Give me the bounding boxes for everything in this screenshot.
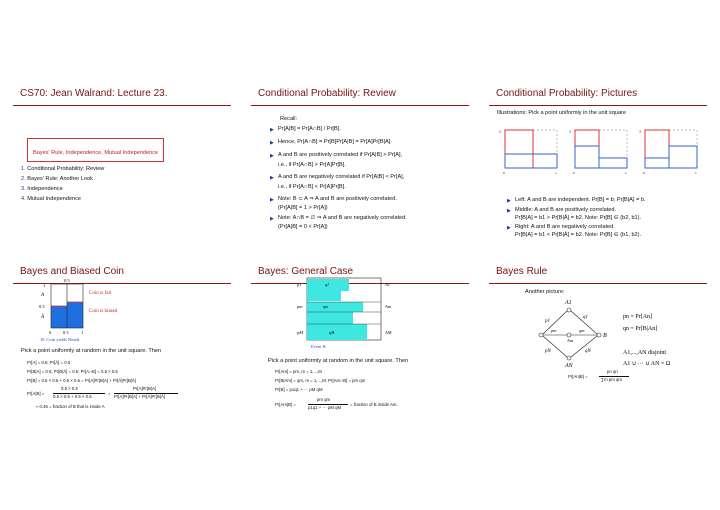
general-eq-4-den: p1q1 + ··· pM qM bbox=[308, 405, 342, 410]
picture-right-note: Right: A and B are negatively correlated. bbox=[515, 224, 615, 230]
picture-right-note-2: Pr[B|A] = b1 < Pr[B|Ā] = b2. Note: Pr[B] ∈ (b1, b2). bbox=[515, 232, 642, 238]
outline-number: 4. bbox=[21, 196, 26, 202]
subtitle-text: Bayes' Rule, Independence, Mutual Independence bbox=[33, 150, 159, 156]
tick-label: 0 bbox=[643, 171, 645, 175]
edge-label: qm bbox=[579, 328, 585, 333]
axis-label: 1 bbox=[639, 129, 641, 134]
general-eq-1: Pr[Am] = pm, m = 1,...,M bbox=[275, 369, 322, 374]
a-label: AM bbox=[385, 330, 392, 335]
general-eq-4-right: = fraction of B inside Am. bbox=[350, 402, 398, 407]
slide-title: Conditional Probability: Review bbox=[258, 88, 396, 99]
outline-item: Mutual Independence bbox=[27, 196, 82, 202]
q-label: q1 bbox=[325, 282, 329, 287]
y-tick: 0.5 bbox=[39, 304, 45, 309]
coin-eq-4-left: Pr[A|B] = bbox=[27, 391, 45, 396]
axis-label: 1 bbox=[569, 129, 571, 134]
edge-label: p1 bbox=[545, 319, 550, 324]
slide-title-bar bbox=[489, 262, 707, 284]
note-disjoint-2: (Pr[A|B] = 0 < Pr[A]) bbox=[278, 224, 328, 230]
edge-label: qN bbox=[585, 349, 591, 354]
picture-middle-note: Middle: A and B are positively correlated. bbox=[515, 207, 617, 213]
y-tick: 1 bbox=[43, 283, 46, 288]
slide-title: CS70: Jean Walrand: Lecture 23. bbox=[20, 88, 168, 99]
coin-intro: Pick a point uniformly at random in the unit square. Then bbox=[21, 348, 162, 354]
positive-def-2: i.e., if Pr[A∩B] > Pr[A]Pr[B]. bbox=[278, 162, 346, 168]
coin-eq-1: Pr[A] = 0.5; Pr[Ā] = 0.5 bbox=[27, 360, 71, 365]
a-label: A1 bbox=[385, 282, 390, 287]
bayes-tree-figure bbox=[529, 294, 705, 368]
slide-bayes-general bbox=[251, 262, 469, 426]
picture-left-note: Left: A and B are independent. Pr[B] = b; Pr[B|A] = b. bbox=[515, 197, 646, 203]
pictures-intro: Illustrations: Pick a point uniformly in the unit square bbox=[497, 110, 627, 116]
slide-title: Bayes and Biased Coin bbox=[20, 266, 124, 277]
bullet-icon: ▶ bbox=[507, 198, 511, 204]
bullet-icon: ▶ bbox=[270, 216, 274, 222]
coin-eq-4-den2: Pr[A]Pr[B|A] + Pr[Ā]Pr[B|Ā] bbox=[114, 394, 166, 399]
unit-square-pictures bbox=[495, 126, 705, 176]
q-label: qm bbox=[323, 304, 328, 309]
slide-title-bar bbox=[251, 84, 469, 106]
bullet-icon: ▶ bbox=[270, 140, 274, 146]
edge-label: pm bbox=[551, 328, 557, 333]
general-eq-3: Pr[B] = p1q1 + ··· pM qM bbox=[275, 387, 323, 392]
bullet-icon: ▶ bbox=[507, 225, 511, 231]
slide-title: Bayes Rule bbox=[496, 266, 548, 277]
node-label: B bbox=[603, 333, 607, 339]
tick-label: 1 bbox=[625, 171, 627, 175]
p-label: p1 bbox=[297, 282, 302, 287]
x-tick: 1 bbox=[81, 330, 84, 335]
q-label: qM bbox=[329, 330, 335, 335]
note-subset: Note: B ⊂ A ⇒ A and B are positively correlated. bbox=[278, 196, 397, 202]
positive-def: A and B are positively correlated if Pr[A|B] > Pr[A], bbox=[278, 152, 403, 158]
a-label: Am bbox=[385, 304, 391, 309]
edge-label: pN bbox=[545, 349, 551, 354]
fair-label: Coin is fair bbox=[89, 291, 112, 296]
general-eq-4-left: Pr[Am|B] = bbox=[275, 402, 296, 407]
general-case-figure bbox=[289, 276, 409, 352]
biased-label: Coin is biased bbox=[89, 309, 118, 314]
negative-def: A and B are negatively correlated if Pr[A|B] < Pr[A], bbox=[278, 174, 405, 180]
bullet-icon: ▶ bbox=[507, 208, 511, 214]
negative-def-2: i.e., if Pr[A∩B] < Pr[A]Pr[B]. bbox=[278, 184, 346, 190]
x-tick: 0 bbox=[49, 330, 52, 335]
coin-eq-3: Pr[B] = 0.5 × 0.5 + 0.5 × 0.6 = Pr[A]Pr[B|A] + Pr[Ā]Pr[B|Ā] bbox=[27, 378, 136, 383]
note-subset-2: (Pr[A|B] = 1 > Pr[A]) bbox=[278, 205, 328, 211]
event-b-label: Event B bbox=[311, 344, 326, 349]
equals-sign: = bbox=[108, 391, 111, 396]
note-disjoint: Note: A∩B = ∅ ⇒ A and B are negatively correlated. bbox=[278, 215, 407, 221]
definition-text: qn = Pr[B|An] bbox=[623, 326, 658, 332]
slide-title: Conditional Probability: Pictures bbox=[496, 88, 638, 99]
region-label: Ā bbox=[41, 315, 45, 320]
node-label: A1 bbox=[565, 300, 572, 306]
slide-bayes-rule bbox=[489, 262, 707, 426]
node-label: AN bbox=[565, 363, 573, 368]
biased-coin-figure bbox=[31, 276, 141, 344]
coin-eq-4-num: 0.5 × 0.5 bbox=[61, 386, 78, 391]
eq-conditional: Pr[A|B] = Pr[A∩B] / Pr[B]. bbox=[278, 126, 341, 132]
definition-text: pn = Pr[An] bbox=[623, 314, 653, 320]
general-eq-4-num: pm qm bbox=[317, 397, 331, 402]
region-label: A bbox=[41, 293, 45, 298]
coin-eq-4-den: 0.5 × 0.5 + 0.5 × 0.6 bbox=[53, 394, 92, 399]
coin-eq-2: Pr[B|A] = 0.5; Pr[B|Ā] = 0.6; Pr[A∩B] = 0.5 × 0.5 bbox=[27, 369, 118, 374]
outline-number: 3. bbox=[21, 186, 26, 192]
slide-bayes-biased-coin bbox=[13, 262, 231, 426]
p-label: pM bbox=[297, 330, 303, 335]
p-label: pm bbox=[297, 304, 303, 309]
subtitle-box bbox=[27, 138, 164, 162]
slide-title-bar bbox=[13, 84, 231, 106]
slide-conditional-review bbox=[251, 84, 469, 248]
event-b-label: B: Coin yields Heads bbox=[41, 337, 80, 342]
bayes-formula-num: pn qn bbox=[607, 369, 618, 374]
node-label: Am bbox=[567, 338, 573, 343]
coin-eq-5: ≈ 0.46 = fraction of B that is inside A bbox=[36, 404, 105, 409]
slide-conditional-pictures bbox=[489, 84, 707, 248]
slide-title-bar bbox=[489, 84, 707, 106]
outline-item: Bayes' Rule: Another Look bbox=[27, 176, 93, 182]
tick-label: 1 bbox=[555, 171, 557, 175]
bayes-formula-left: Pr[An|B] = bbox=[568, 374, 588, 379]
bullet-icon: ▶ bbox=[270, 197, 274, 203]
edge-label: q1 bbox=[583, 315, 588, 320]
coin-eq-4-num2: Pr[A]Pr[B|A] bbox=[133, 386, 157, 391]
outline-item: Conditional Probability: Review bbox=[27, 166, 105, 172]
tick-label: 0 bbox=[503, 171, 505, 175]
top-tick: 0.5 bbox=[64, 278, 70, 283]
tick-label: 1 bbox=[695, 171, 697, 175]
bayes-formula-den: ∑m pm qm bbox=[601, 377, 622, 382]
outline-number: 2. bbox=[21, 176, 26, 182]
slide-title: Bayes: General Case bbox=[258, 266, 354, 277]
outline-number: 1. bbox=[21, 166, 26, 172]
x-tick: 0.5 bbox=[63, 330, 69, 335]
outline-item: Independence bbox=[27, 186, 63, 192]
eq-product: Hence, Pr[A∩B] = Pr[B]Pr[A|B] = Pr[A]Pr[B|A]. bbox=[278, 139, 392, 145]
picture-middle-note-2: Pr[B|A] = b1 > Pr[B|Ā] = b2. Note: Pr[B] ∈ (b2, b1). bbox=[515, 215, 642, 221]
another-picture-label: Another picture: bbox=[525, 289, 565, 295]
recall-label: Recall: bbox=[280, 116, 298, 122]
bullet-icon: ▶ bbox=[270, 127, 274, 133]
tick-label: 0 bbox=[573, 171, 575, 175]
general-intro: Pick a point uniformly at random in the unit square. Then bbox=[268, 358, 409, 364]
general-eq-2: Pr[B|Am] = qm, m = 1,...,M; Pr[Am∩B] = pm qm bbox=[275, 378, 366, 383]
bullet-icon: ▶ bbox=[270, 175, 274, 181]
definition-text: A1 ∪ ··· ∪ AN = Ω bbox=[623, 361, 671, 367]
slide-lecture-title bbox=[13, 84, 231, 248]
axis-label: 1 bbox=[499, 129, 501, 134]
definition-text: A1,...,AN disjoint bbox=[623, 350, 667, 356]
bullet-icon: ▶ bbox=[270, 153, 274, 159]
